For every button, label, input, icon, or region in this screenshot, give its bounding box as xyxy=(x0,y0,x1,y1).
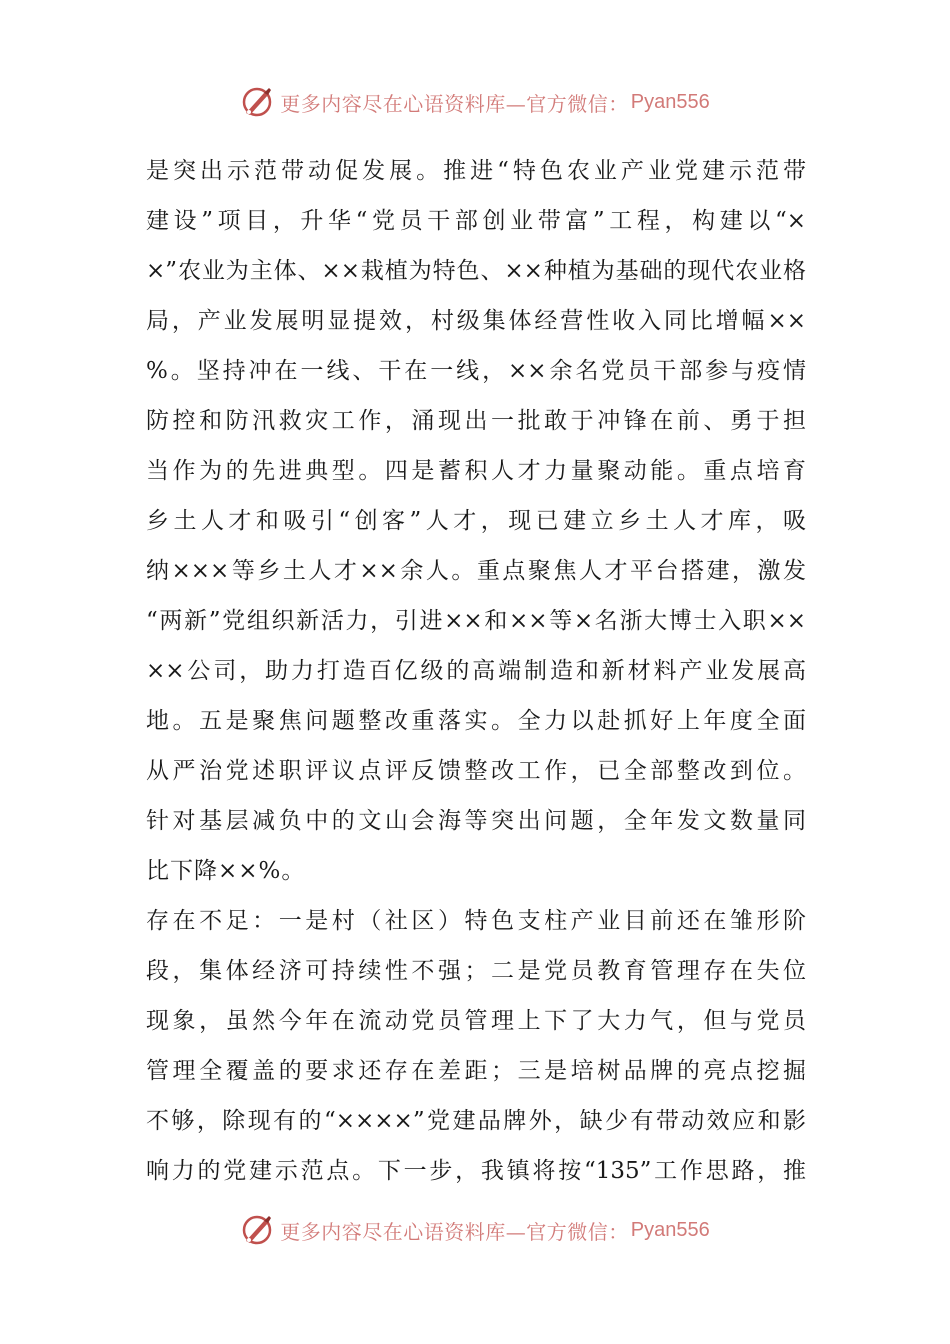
body-line: %。坚持冲在一线、干在一线，××余名党员干部参与疫情 xyxy=(146,358,806,384)
body-line: 当作为的先进典型。四是蓄积人才力量聚动能。重点培育 xyxy=(146,458,806,484)
body-line: “两新”党组织新活力，引进××和××等×名浙大博士入职×× xyxy=(146,608,806,634)
body-line: 段，集体经济可持续性不强；二是党员教育管理存在失位 xyxy=(146,958,806,984)
body-line: 建设”项目，升华“党员干部创业带富”工程，构建以“× xyxy=(146,208,806,234)
document-body xyxy=(146,146,806,1196)
body-line: 纳×××等乡土人才××余人。重点聚焦人才平台搭建，激发 xyxy=(146,558,806,584)
footer-banner xyxy=(0,1208,950,1252)
pen-logo-icon xyxy=(240,1213,274,1247)
header-banner xyxy=(0,80,950,124)
body-line: 地。五是聚焦问题整改重落实。全力以赴抓好上年度全面 xyxy=(146,708,806,734)
body-line: 现象，虽然今年在流动党员管理上下了大力气，但与党员 xyxy=(146,1008,806,1034)
banner-handle: Pyan556 xyxy=(630,1218,710,1241)
body-line: 响力的党建示范点。下一步，我镇将按“135”工作思路，推 xyxy=(146,1158,806,1184)
body-line: 乡土人才和吸引“创客”人才，现已建立乡土人才库，吸 xyxy=(146,508,806,534)
body-line: 管理全覆盖的要求还存在差距；三是培树品牌的亮点挖掘 xyxy=(146,1058,806,1084)
body-line: 从严治党述职评议点评反馈整改工作，已全部整改到位。 xyxy=(146,758,806,784)
body-line: 局，产业发展明显提效，村级集体经营性收入同比增幅×× xyxy=(146,308,806,334)
body-line: ×”农业为主体、××栽植为特色、××种植为基础的现代农业格 xyxy=(146,258,806,284)
body-line: 是突出示范带动促发展。推进“特色农业产业党建示范带 xyxy=(146,158,806,184)
banner-text: 更多内容尽在心语资料库—官方微信： xyxy=(280,1219,629,1244)
body-line: 防控和防汛救灾工作，涌现出一批敢于冲锋在前、勇于担 xyxy=(146,408,806,434)
body-line: 不够，除现有的“××××”党建品牌外，缺少有带动效应和影 xyxy=(146,1108,806,1134)
body-line: 针对基层减负中的文山会海等突出问题，全年发文数量同 xyxy=(146,808,806,834)
body-line: ××公司，助力打造百亿级的高端制造和新材料产业发展高 xyxy=(146,658,806,684)
body-line: 存在不足：一是村（社区）特色支柱产业目前还在雏形阶 xyxy=(146,908,806,934)
banner-text: 更多内容尽在心语资料库—官方微信： xyxy=(280,91,629,116)
body-line: 比下降××%。 xyxy=(146,858,306,884)
pen-logo-icon xyxy=(240,85,274,119)
banner-handle: Pyan556 xyxy=(630,90,710,113)
